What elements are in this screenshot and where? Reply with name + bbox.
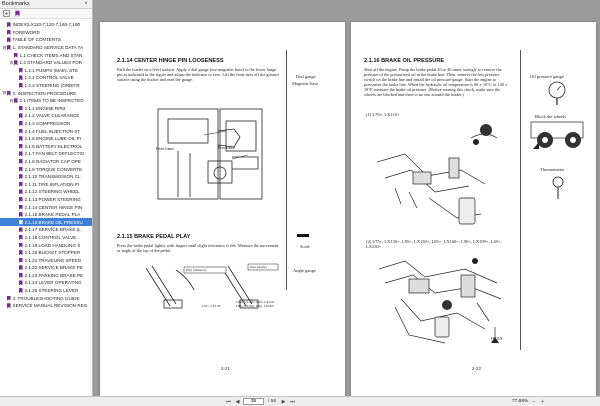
bookmark-item[interactable] (0, 173, 92, 181)
bookmark-icon (19, 174, 23, 179)
oil-pressure-gauge-figure (543, 80, 571, 106)
section-title-center-hinge-pin: 2.1.14 CENTER HINGE PIN LOOSENESS (117, 58, 224, 64)
bookmark-label: 2.1.6 BATTERY ELECTROL (24, 143, 83, 149)
bookmark-icon (19, 182, 23, 187)
scale-icon (297, 234, 309, 237)
bookmark-label: 2.1 ITEMS TO BE INSPECTED (19, 98, 84, 104)
zoom-out-icon[interactable]: − (532, 398, 536, 405)
bookmark-icon (19, 227, 23, 232)
bookmark-item[interactable] (0, 234, 92, 242)
bookmark-icon (19, 106, 23, 111)
bookmark-item[interactable] (0, 264, 92, 272)
bookmarks-tree (0, 21, 92, 396)
bookmark-label: 2.1.11 TIRE INFLATION PI (24, 181, 80, 187)
bookmark-item[interactable] (0, 241, 92, 249)
bookmark-item[interactable] (0, 150, 92, 158)
thermometer-drawing (549, 174, 567, 200)
bookmark-icon (19, 280, 23, 285)
zoom-level[interactable]: 77.68% (512, 399, 529, 404)
brake-line-drawing-1 (365, 118, 515, 234)
label-magnetic-base: Magnetic base (292, 81, 319, 86)
bookmark-label: 1. STANDARD SERVICE DATA TA (12, 45, 84, 51)
bookmarks-header (0, 0, 92, 9)
model-note-2: L65s, LX130+, L65s, LX160+ L85s, LX150s, L90s, LX190+ (236, 300, 276, 308)
column-divider (286, 50, 287, 290)
label-front-arrow: FRONT (491, 337, 503, 341)
label-angle-gauge: Angle gauge (293, 268, 316, 273)
bookmark-item[interactable] (0, 180, 92, 188)
bookmark-icon (19, 258, 23, 263)
bookmark-item[interactable] (0, 279, 92, 287)
page-navigation (225, 398, 296, 405)
close-icon[interactable]: × (84, 1, 88, 7)
bookmark-label: 2.1.9 TORQUE CONVERTE (24, 166, 83, 172)
section-text-center-hinge-pin: Park the loader on a level surface. Apply a dial gauge (use magnetic base) to the lower hinge pin as indicated in the figure and adjust the indicator to zero. Lift the front tires off the ground surface using the bucket and read the gauge. (117, 67, 279, 83)
page-2-22 (351, 22, 596, 396)
bookmarks-panel (0, 0, 93, 396)
bookmarks-toolbar (0, 9, 92, 19)
bookmark-icon (19, 159, 23, 164)
bookmark-icon (7, 296, 11, 301)
bookmark-icon (19, 235, 23, 240)
section-title-brake-pedal: 2.1.15 BRAKE PEDAL PLAY (117, 234, 191, 240)
bookmark-item[interactable] (0, 302, 92, 310)
bookmark-item[interactable] (0, 256, 92, 264)
label-play-angle: Play (angle) (250, 265, 267, 269)
bookmark-item[interactable] (0, 143, 92, 151)
bookmark-label: 2.1.21 TRAVELING SPEED (24, 257, 82, 263)
page-2-21 (100, 22, 345, 396)
bookmark-item[interactable] (0, 97, 92, 105)
bookmark-item[interactable] (0, 82, 92, 90)
bookmark-label: 2.1.7 FAN BELT DEFLECTIO (24, 151, 85, 157)
document-viewport[interactable] (94, 0, 600, 396)
bookmark-item[interactable] (0, 196, 92, 204)
label-play-distance: Play (distance) (186, 268, 207, 272)
bookmark-icon (14, 60, 18, 65)
bookmark-label: 2.1.22 SERVICE BRAKE PE (24, 265, 83, 271)
bookmark-label: 2.1.20 BUCKET STOPPER (24, 250, 81, 256)
bookmark-label: 1.2.3 STEERING (ORBITR (24, 83, 80, 89)
bookmark-item[interactable] (0, 120, 92, 128)
block-wheels-figure (529, 120, 589, 150)
zoom-controls (512, 398, 546, 405)
bookmark-icon (7, 45, 11, 50)
bookmark-item[interactable] (0, 135, 92, 143)
bookmark-label: 2.1.23 PARKING BRAKE PE (24, 272, 84, 278)
bookmark-label: 1.2.1 PUMPS (MAIN, STE (24, 67, 79, 73)
bookmark-icon (19, 113, 23, 118)
column-divider (520, 50, 521, 350)
bookmark-label: 2. INSPECTION PROCEDURE (12, 90, 77, 96)
bookmark-label: 2.1.25 STEERING LEVER (24, 288, 79, 294)
bookmark-icon (19, 243, 23, 248)
bookmark-icon (14, 53, 18, 58)
bookmark-item[interactable] (0, 59, 92, 67)
bookmark-icon (7, 91, 11, 96)
label-rear-frame: Rear frame (218, 146, 235, 150)
bookmark-icon (19, 121, 23, 126)
bookmark-label: FOREWORD (12, 29, 40, 35)
bookmark-label: 3. TROUBLESHOOTING GUIDE (12, 295, 80, 301)
bookmark-label: 2.1.16 BRAKE OIL PRESSU (24, 219, 83, 225)
bookmark-label: 1.2 STANDARD VALUES FOR (19, 60, 83, 66)
bookmark-icon (7, 22, 11, 27)
total-pages: / 58 (268, 399, 277, 404)
bookmark-icon (19, 265, 23, 270)
expand-toggle-icon[interactable]: ⊟ (9, 59, 14, 65)
bookmark-icon (19, 220, 23, 225)
bookmark-item[interactable] (0, 105, 92, 113)
bookmark-label: 2.1.3 COMPRESSION (24, 121, 71, 127)
bookmark-icon (19, 151, 23, 156)
bookmark-icon (7, 30, 11, 35)
bookmark-icon (19, 212, 23, 217)
bookmark-icon (19, 75, 23, 80)
bookmark-options-icon[interactable] (13, 10, 21, 17)
bookmark-label: 2.1.15 BRAKE PEDAL PLA (24, 212, 81, 218)
bookmarks-title: Bookmarks (2, 1, 30, 7)
bookmark-item[interactable] (0, 226, 92, 234)
model-note-1: L65+, LX110+ (202, 304, 222, 308)
page-number: 2-22 (472, 366, 482, 371)
bookmark-item[interactable] (0, 67, 92, 75)
expand-toggle-icon[interactable]: ⊟ (2, 90, 7, 96)
bookmark-icon (19, 83, 23, 88)
bookmark-label: 2.1.13 POWER STEERING (24, 196, 81, 202)
brake-line-figure-1 (365, 118, 515, 234)
bookmark-item[interactable] (0, 211, 92, 219)
bookmark-icon (19, 129, 23, 134)
thermometer-figure (549, 174, 567, 200)
last-page-icon[interactable]: ⏭ (290, 398, 295, 405)
expand-toggle-icon[interactable]: ⊟ (9, 97, 14, 103)
bookmark-icon (19, 68, 23, 73)
bookmark-label: 2.1.8 RADIATOR CAP OPE (24, 158, 81, 164)
bookmark-item[interactable] (0, 218, 92, 226)
bookmark-item[interactable] (0, 21, 92, 29)
bookmark-label: TABLE OF CONTENTS (12, 37, 61, 43)
center-hinge-drawing (148, 101, 272, 213)
bookmark-icon (19, 189, 23, 194)
bookmark-label: SERVICE MANUAL REVISION REG (12, 303, 88, 309)
section-text-brake-pedal: Press the brake pedal lightly with fingers until slight resistance is felt. Measure the movement or angle of the top of the pedal. (117, 243, 279, 254)
expand-all-icon[interactable] (2, 10, 10, 17)
bookmark-icon (19, 205, 23, 210)
next-page-icon[interactable]: ▶ (281, 398, 286, 405)
bookmark-item[interactable] (0, 165, 92, 173)
bookmark-icon (7, 37, 11, 42)
bookmark-icon (19, 288, 23, 293)
bookmark-item[interactable] (0, 112, 92, 120)
section-text-brake-oil-pressure: Shut off the engine. Pump the brake pedal 20 to 40 times strongly to remove the pressure of the pressurized oil in the brake line. Then, remove the low pressure switch on the brake line and install the oil pressure gauge. Start the engine to pressurize the brake line. When the hydraulic oil temperature is 68 ± 10°C or 140 ± 18°F, measure the brake oil pressure. (Before starting this check, make sure the wheels are blocked and there is no one around the loader.) (364, 67, 508, 98)
bookmark-label: 1.1 CHECK ITEMS AND STAN (19, 52, 83, 58)
label-front-frame: Front frame (156, 147, 175, 151)
bookmark-label: INDEX(LX110-7,120-7,160-7,190 (12, 22, 81, 28)
bookmark-item[interactable] (0, 272, 92, 280)
bookmark-label: 2.1.4 FUEL INJECTION ST (24, 128, 81, 134)
expand-toggle-icon[interactable]: ⊟ (2, 44, 7, 50)
bookmark-label: 2.1.18 CONTROL VALVE (24, 234, 77, 240)
prev-page-icon[interactable]: ◀ (235, 398, 240, 405)
bookmark-label: 2.1.14 CENTER HINGE PIN (24, 204, 83, 210)
bookmark-label: 2.1.5 ENGINE LUBE OIL PI (24, 136, 82, 142)
bookmark-item[interactable] (0, 249, 92, 257)
bookmark-item[interactable] (0, 158, 92, 166)
bookmark-item[interactable] (0, 51, 92, 59)
bookmark-icon (19, 136, 23, 141)
label-scale: Scale (300, 244, 310, 249)
bookmark-label: 2.1.1 ENGINE RPM (24, 105, 66, 111)
bookmark-label: 2.1.17 SERVICE BRAKE (L (24, 227, 81, 233)
gauge-drawing (543, 80, 571, 106)
bookmark-icon (19, 250, 23, 255)
bookmark-label: 2.1.10 TRANSMISSION CL (24, 174, 81, 180)
subheading-1: (1) L70+, LX110+ (366, 112, 400, 117)
bookmark-label: 2.1.19 LOAD HANDLING S (24, 242, 81, 248)
bookmark-item[interactable] (0, 294, 92, 302)
bookmark-item[interactable] (0, 74, 92, 82)
label-block-wheels: Block the wheels (535, 114, 566, 119)
bookmark-item[interactable] (0, 89, 92, 97)
label-oil-pressure-gauge: Oil pressure gauge (530, 74, 564, 79)
bookmark-label: 2.1.12 STEERING WHEEL (24, 189, 80, 195)
subheading-2: (2) L75+, LX130+, L85+, LX130+, L85+, LX160+, L90+, LX190+, L40+, LX230+ (366, 239, 502, 249)
bookmark-item[interactable] (0, 203, 92, 211)
bookmark-item[interactable] (0, 36, 92, 44)
label-thermometer: Thermometer (540, 167, 565, 172)
page-number: 2-21 (221, 366, 231, 371)
bookmark-item[interactable] (0, 29, 92, 37)
first-page-icon[interactable]: ⏮ (226, 398, 231, 405)
status-bar (0, 396, 600, 406)
bookmark-label: 2.1.24 LEVER OPERATING (24, 280, 82, 286)
bookmark-icon (7, 303, 11, 308)
bookmark-icon (14, 98, 18, 103)
label-dial-gauge: Dial gauge (296, 74, 316, 79)
bookmark-item[interactable] (0, 287, 92, 295)
center-hinge-figure (148, 101, 272, 213)
current-page-input[interactable]: 36 (243, 398, 264, 405)
zoom-in-icon[interactable]: + (541, 398, 545, 405)
section-title-brake-oil-pressure: 2.1.16 BRAKE OIL PRESSURE (364, 58, 445, 64)
bookmark-icon (19, 273, 23, 278)
bookmark-label: 2.1.2 VALVE CLEARANCE (24, 113, 80, 119)
bookmark-icon (19, 197, 23, 202)
bookmark-item[interactable] (0, 127, 92, 135)
bookmark-icon (19, 144, 23, 149)
wheel-block-drawing (529, 120, 589, 150)
bookmark-icon (19, 167, 23, 172)
bookmark-item[interactable] (0, 44, 92, 52)
bookmark-label: 1.2.2 CONTROL VALVE (24, 75, 74, 81)
bookmark-item[interactable] (0, 188, 92, 196)
